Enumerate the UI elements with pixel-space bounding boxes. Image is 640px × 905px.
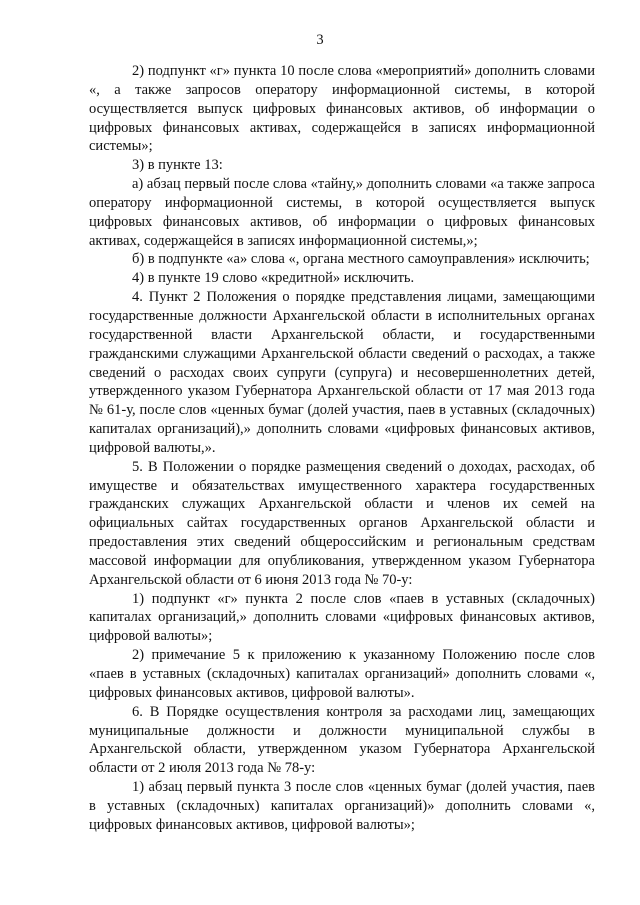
section-4-regulation: 4. Пункт 2 Положения о порядке представления лицами, замещающими государственные должности Архангельской области в исполнительных органах государственной власти Архангельской области, и государственными гражданскими служащими Архангельской области сведений о расходах, а также сведений о расходах своих супруги (супруга) и несовершеннолетних детей, утвержденного указом Губернатора Архангельской области от 17 мая 2013 года № 61-у, после слов «ценных бумаг (долей участия, паев в уставных (складочных) капиталах организаций),» дополнить словами «цифровых финансовых активов, цифровой валюты,». xyxy=(89,289,595,456)
paragraph-3a: а) абзац первый после слова «тайну,» дополнить словами «а также запроса оператору информационной системы, в которой осуществляется выпуск цифровых финансовых активов, об информации о цифровых финансовых активах, содержащейся в записях информационной системы,»; xyxy=(89,176,595,249)
section-5-item-1: 1) подпункт «г» пункта 2 после слов «паев в уставных (складочных) капиталах организаций,» дополнить словами «цифровых финансовых активов, цифровой валюты»; xyxy=(89,590,595,645)
section-6-procedure: 6. В Порядке осуществления контроля за расходами лиц, замещающих муниципальные должности и должности муниципальной службы в Архангельской области, утвержденном указом Губернатора Архангельской области от 2 июля 2013 года № 78-у: xyxy=(89,703,595,777)
section-5-regulation: 5. В Положении о порядке размещения сведений о доходах, расходах, об имуществе и обязательствах имущественного характера государственных гражданских служащих Архангельской области и членов их семей на официальных сайтах государственных органов Архангельской области и предоставления этих сведений общероссийским и региональным средствам массовой информации для опубликования, утвержденном указом Губернатора Архангельской области от 6 июня 2013 года № 70-у: xyxy=(89,458,595,588)
section-5-item-2: 2) примечание 5 к приложению к указанному Положению после слов «паев в уставных (складочных) капиталах организаций» дополнить словами «, цифровых финансовых активов, цифровой валюты». xyxy=(89,647,595,701)
paragraph-3b: б) в подпункте «а» слова «, органа местного самоуправления» исключить; xyxy=(132,251,590,268)
section-6-item-1: 1) абзац первый пункта 3 после слов «ценных бумаг (долей участия, паев в уставных (складочных) капиталах организаций)» дополнить словами «, цифровых финансовых активов, цифровой валюты»; xyxy=(89,779,595,833)
paragraph-2-subpoint-g: 2) подпункт «г» пункта 10 после слова «мероприятий» дополнить словами «, а также запросов оператору информационной системы, в которой осуществляется выпуск цифровых финансовых активов, об информации о цифровых финансовых активах, содержащейся в записях информационной системы»; xyxy=(89,63,595,155)
paragraph-4-point-19: 4) в пункте 19 слово «кредитной» исключить. xyxy=(132,270,415,287)
document-body xyxy=(89,62,595,835)
paragraph-3-point-13: 3) в пункте 13: xyxy=(132,157,223,174)
page-number: 3 xyxy=(316,32,324,48)
